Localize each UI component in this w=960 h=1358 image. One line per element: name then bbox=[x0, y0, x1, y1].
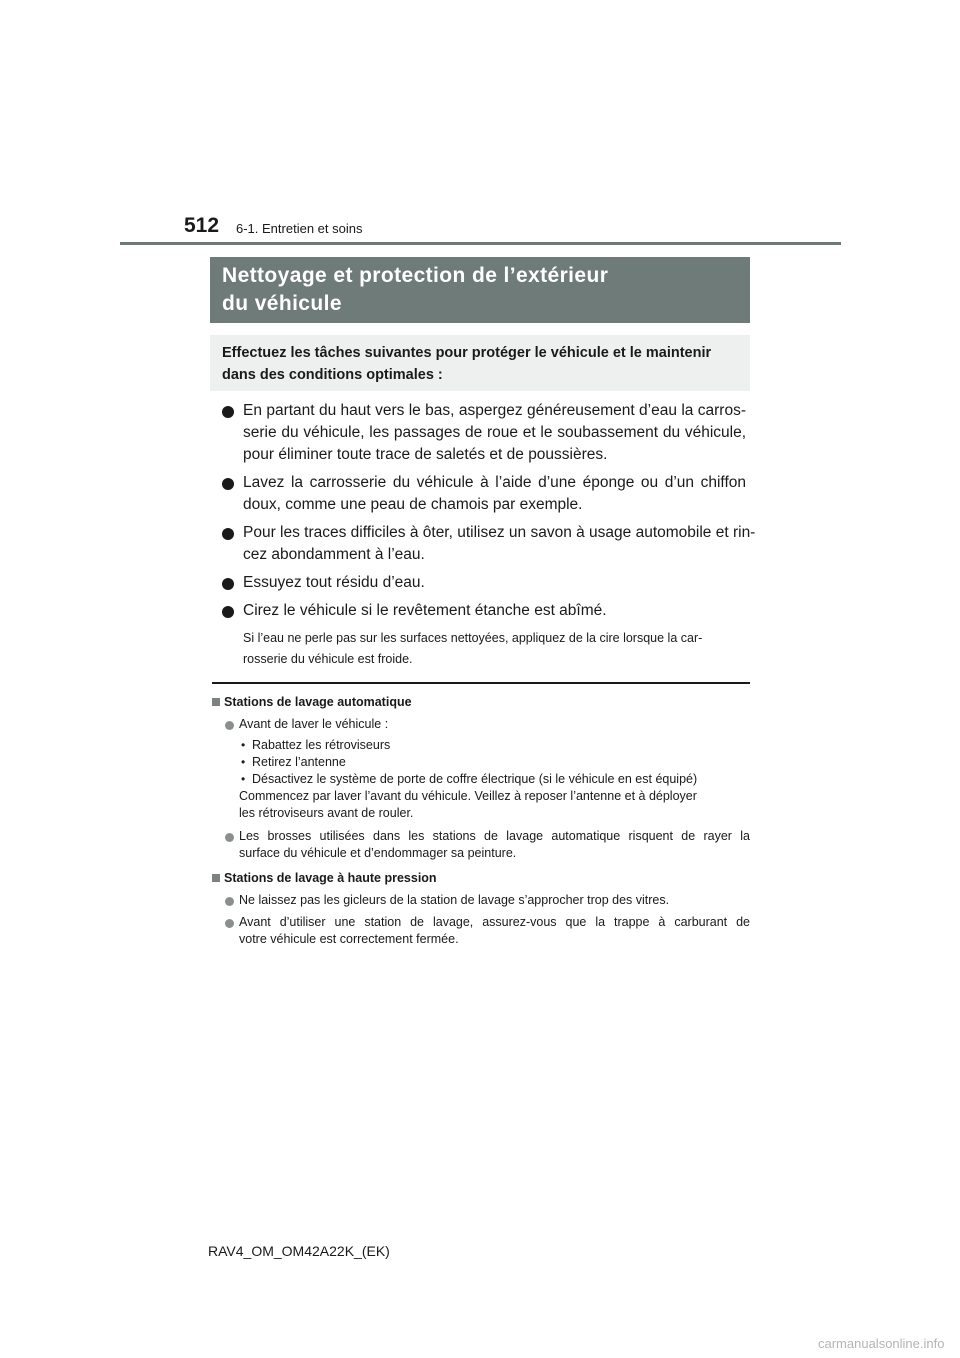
bullet-text: Lavez la carrosserie du véhicule à l’aide d’une éponge ou d’un chiffon bbox=[243, 474, 746, 491]
info-sections bbox=[212, 693, 750, 953]
bullet-text: cez abondamment à l’eau. bbox=[243, 546, 425, 563]
bullet-icon bbox=[225, 721, 234, 730]
bullet-text: serie du véhicule, les passages de roue et le soubassement du véhicule, bbox=[243, 424, 746, 441]
info-bullet bbox=[212, 914, 750, 948]
dot-icon: • bbox=[241, 772, 246, 786]
dot-icon: • bbox=[241, 738, 246, 752]
info-text: Avant de laver le véhicule : bbox=[239, 717, 389, 731]
intro-box bbox=[210, 335, 750, 391]
bullet-icon bbox=[222, 406, 234, 418]
info-text: Ne laissez pas les gicleurs de la station de lavage s’approcher trop des vitres. bbox=[239, 893, 670, 907]
bullet-text: doux, comme une peau de chamois par exemple. bbox=[243, 496, 583, 513]
page-title-line-1: Nettoyage et protection de l’extérieur bbox=[222, 264, 609, 287]
subsection-heading: Stations de lavage automatique bbox=[212, 693, 750, 711]
bullet-text: pour éliminer toute trace de saletés et de poussières. bbox=[243, 446, 608, 463]
info-text: surface du véhicule et d’endommager sa peinture. bbox=[239, 846, 517, 860]
bullet-item bbox=[222, 472, 746, 516]
intro-line-1: Effectuez les tâches suivantes pour protéger le véhicule et le maintenir bbox=[222, 345, 712, 361]
info-text: Avant d’utiliser une station de lavage, assurez-vous que la trappe à carburant de bbox=[239, 915, 750, 929]
subsection-heading: Stations de lavage à haute pression bbox=[212, 869, 750, 887]
bullet-icon bbox=[222, 528, 234, 540]
page-title-line-2: du véhicule bbox=[222, 292, 342, 315]
bullet-text: Essuyez tout résidu d’eau. bbox=[243, 574, 425, 591]
info-text: votre véhicule est correctement fermée. bbox=[239, 932, 459, 946]
info-bullet bbox=[212, 716, 750, 733]
note-text: rosserie du véhicule est froide. bbox=[243, 652, 413, 666]
dot-icon: • bbox=[241, 755, 246, 769]
info-bullet bbox=[212, 892, 750, 909]
sub-list bbox=[212, 737, 750, 822]
watermark: carmanualsonline.info bbox=[818, 1336, 945, 1351]
bullet-icon bbox=[225, 833, 234, 842]
bullet-item bbox=[222, 522, 756, 566]
bullet-text: Pour les traces difficiles à ôter, utilisez un savon à usage automobile et rin- bbox=[243, 524, 756, 541]
bullet-item bbox=[222, 400, 746, 466]
sub-list-item: • Désactivez le système de porte de coffre électrique (si le véhicule en est équipé) bbox=[241, 772, 698, 786]
sub-list-item: • Rabattez les rétroviseurs bbox=[241, 738, 391, 752]
bullet-text: En partant du haut vers le bas, aspergez généreusement d’eau la carros- bbox=[243, 402, 746, 419]
info-text: Les brosses utilisées dans les stations de lavage automatique risquent de rayer la bbox=[239, 829, 750, 843]
bullet-icon bbox=[222, 478, 234, 490]
square-bullet-icon bbox=[212, 874, 220, 882]
bullet-icon bbox=[222, 578, 234, 590]
info-bullet bbox=[212, 828, 750, 862]
title-banner bbox=[210, 257, 750, 323]
info-text: Commencez par laver l’avant du véhicule. Veillez à reposer l’antenne et à déployer bbox=[239, 789, 697, 803]
sub-list-item: • Retirez l’antenne bbox=[241, 755, 346, 769]
bullet-item bbox=[222, 572, 746, 594]
intro-line-2: dans des conditions optimales : bbox=[222, 367, 443, 383]
bullet-icon bbox=[222, 606, 234, 618]
main-bullet-list bbox=[222, 400, 756, 670]
square-bullet-icon bbox=[212, 698, 220, 706]
note-text: Si l’eau ne perle pas sur les surfaces nettoyées, appliquez de la cire lorsque la car- bbox=[243, 631, 703, 645]
bullet-icon bbox=[225, 919, 234, 928]
section-label: 6-1. Entretien et soins bbox=[236, 221, 363, 236]
document-code: RAV4_OM_OM42A22K_(EK) bbox=[208, 1243, 390, 1259]
page-number: 512 bbox=[184, 214, 220, 237]
bullet-text: Cirez le véhicule si le revêtement étanche est abîmé. bbox=[243, 602, 607, 619]
bullet-icon bbox=[225, 897, 234, 906]
bullet-item bbox=[222, 600, 746, 622]
bullet-note bbox=[222, 628, 746, 670]
info-text: les rétroviseurs avant de rouler. bbox=[239, 806, 414, 820]
section-divider bbox=[212, 682, 750, 684]
header-rule bbox=[120, 242, 841, 245]
